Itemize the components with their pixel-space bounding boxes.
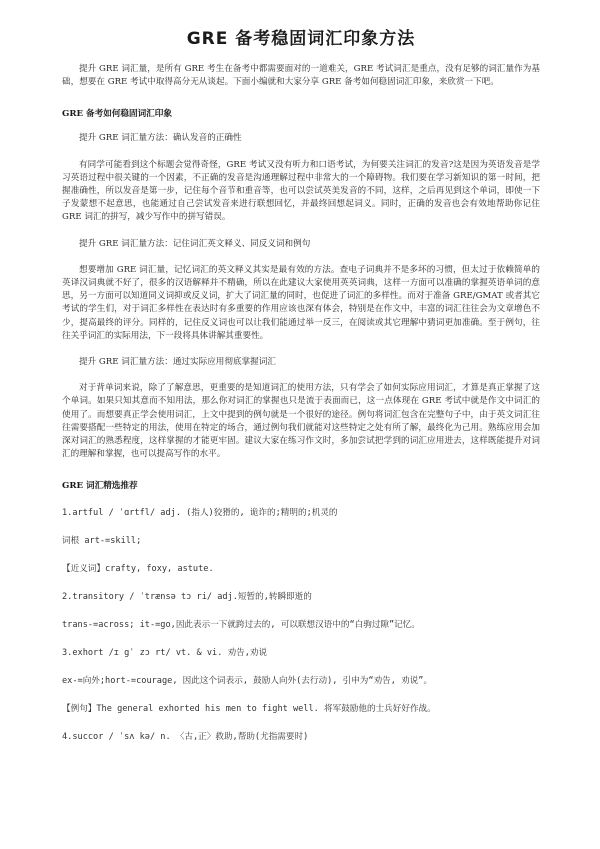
method-subheading-definitions: 提升 GRE 词汇量方法：记住词汇英文释义、同反义词和例句 bbox=[79, 238, 311, 249]
page-title: GRE 备考稳固词汇印象方法 bbox=[186, 29, 416, 49]
vocab-line: trans-=across; it-=go,因此表示一下就跨过去的, 可以联想汉语中的“白驹过隙”记忆。 bbox=[62, 620, 420, 631]
vocab-line: 词根 art-=skill; bbox=[62, 536, 142, 547]
method-subheading-usage: 提升 GRE 词汇量方法：通过实际应用彻底掌握词汇 bbox=[79, 357, 276, 368]
vocab-line: 1.artful / ˈɑrtfl/ adj. (指人)狡猾的, 诡诈的;精明的;机灵的 bbox=[62, 508, 338, 519]
intro-paragraph: 提升 GRE 词汇量，是所有 GRE 考生在备考中都需要面对的一道难关，GRE 考试词汇是重点，没有足够的词汇量作为基础，想要在 GRE 考试中取得高分无从谈起。下面小编就和大家分享 GRE 备考如何稳固词汇印象，来欣赏一下吧。 bbox=[62, 64, 540, 88]
vocab-line: 3.exhort /ɪ gˈ zɔ rt/ vt. & vi. 劝告,劝说 bbox=[62, 648, 268, 659]
section-heading-memory: GRE 备考如何稳固词汇印象 bbox=[62, 109, 172, 120]
vocab-line: 【近义词】crafty, foxy, astute. bbox=[62, 564, 214, 575]
section-heading-vocabulary: GRE 词汇精选推荐 bbox=[62, 481, 138, 492]
method-subheading-pronunciation: 提升 GRE 词汇量方法：确认发音的正确性 bbox=[79, 133, 242, 144]
method-paragraph-usage: 对于背单词来说，除了了解意思，更重要的是知道词汇的使用方法，只有学会了如何实际应用词汇，才算是真正掌握了这个单词。如果只知其意而不知用法，那么你对词汇的掌握也只是流于表面而已，这一点体现在 GRE 考试中就是作文中词汇的使用了。而想要真正学会使用词汇，上文中提到的例句就是一个很好的途径。例句将词汇包含在完整句子中，由于英文词汇往往需要搭配一些特定的用法，使用在特定的场合，通过例句我们就能对这些特定之处有所了解，最终化为己用。熟练应用会加深对词汇的熟悉程度，这样掌握的才能更牢固。建议大家在练习作文时，多加尝试把学到的词汇应用进去，这样既能提升对词汇的理解和掌握，也可以提高写作的水平。 bbox=[62, 383, 540, 460]
method-paragraph-pronunciation: 有同学可能看到这个标题会觉得奇怪，GRE 考试又没有听力和口语考试，为何要关注词汇的发音?这是因为英语发音是学习英语过程中很关键的一个因素，不正确的发音是沟通理解过程中非常大的一个障碍物。我们要在学习新知识的第一时间，把握准确性，所以发音是第一步，记住每个音节和重音等，也可以尝试英美发音的不同，这样，之后再见到这个单词，即使一下子发蒙想不起意思，也能通过自己尝试发音来进行联想回忆，并最终回想起词义。同时，正确的发音也会有效地帮助你记住 GRE 词汇的拼写，减少写作中的拼写错误。 bbox=[62, 159, 540, 223]
vocab-line: 2.transitory / ˈtrænsə tɔ ri/ adj.短暂的,转瞬即逝的 bbox=[62, 592, 312, 603]
vocab-line: 【例句】The general exhorted his men to fight well. 将军鼓励他的士兵好好作战。 bbox=[62, 704, 436, 715]
vocab-line: ex-=向外;hort-=courage, 因此这个词表示, 鼓励人向外(去行动), 引申为“劝告, 劝说”。 bbox=[62, 676, 433, 687]
method-paragraph-definitions: 想要增加 GRE 词汇量，记忆词汇的英文释义其实是最有效的方法。查电子词典并不是多坏的习惯，但太过于依赖简单的英译汉词典就不好了，很多的汉语解释并不精确，所以在此建议大家使用英英词典，这样一方面可以准确的掌握英语单词的意思，另一方面可以知道同义词抑或反义词，扩大了词汇量的同时，也促进了词汇的多样性。而对于准备 GRE/GMAT 或者其它考试的学生们，对于词汇多样性在表达时有多重要的作用应该也深有体会，特别是在作文中，丰富的词汇往往会为文章增色不少，提高最终的评分。同样的，记住反义词也可以让我们能通过举一反三，在阅读或其它理解中猜词更加准确。至于例句，往往关乎词汇的实际用法，下一段将具体讲解其重要性。 bbox=[62, 264, 540, 341]
vocab-line: 4.succor / ˈsʌ kə/ n. 〈古,正〉救助,帮助(尤指需要时) bbox=[62, 732, 309, 743]
